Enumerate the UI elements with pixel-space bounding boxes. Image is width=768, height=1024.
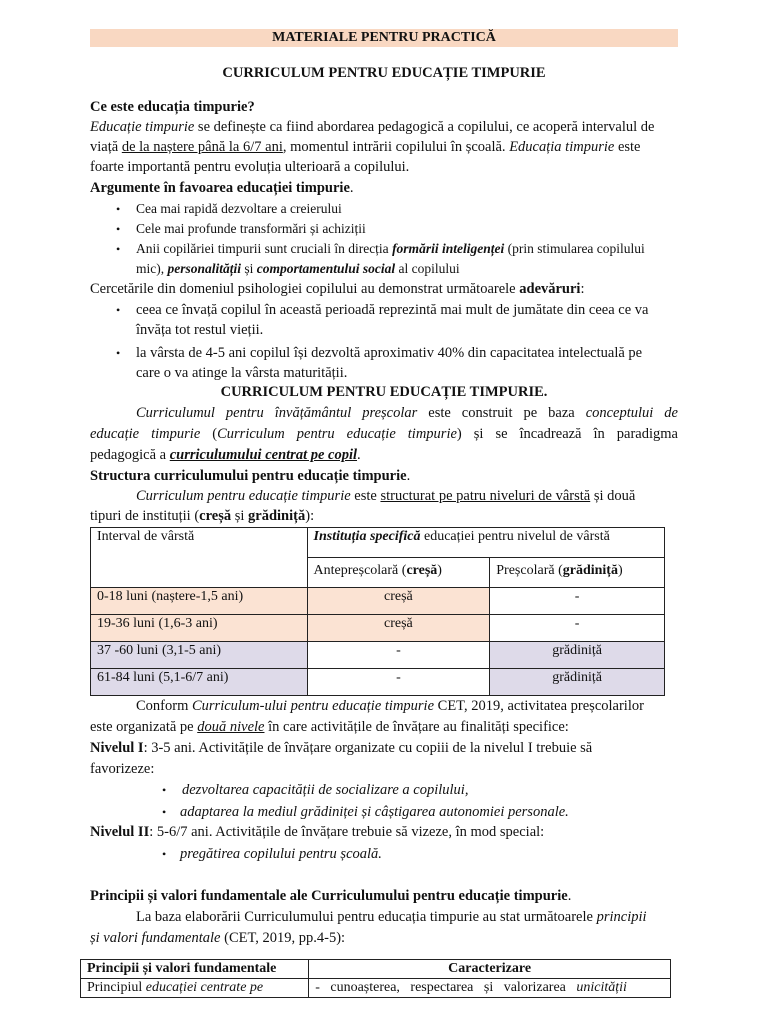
list-item: care o va atinge la vârsta maturității. (136, 365, 348, 381)
table-cell: creșă (307, 588, 490, 615)
list-item: Cea mai rapidă dezvoltare a creierului (136, 201, 342, 216)
paragraph-line: pedagogică a curriculumului centrat pe copil. (90, 447, 361, 463)
bullet-icon: • (116, 242, 121, 256)
list-item: Cele mai profunde transformări și achiziții (136, 221, 366, 236)
section-title: CURRICULUM PENTRU EDUCAȚIE TIMPURIE (222, 65, 546, 81)
table-subheader: Antepreșcolară (creșă) (307, 558, 490, 588)
paragraph-line: tipuri de instituții (creșă și grădiniță): (90, 508, 315, 524)
paragraph-line: viață de la naștere până la 6/7 ani, momentul intrării copilului în școală. Educația timpurie este (90, 139, 641, 155)
list-item: pregătirea copilului pentru școală. (180, 846, 382, 862)
bullet-icon: • (162, 847, 167, 861)
table-row (81, 979, 671, 998)
principles-table (80, 959, 671, 998)
table-header: Interval de vârstă (91, 528, 308, 588)
list-item: adaptarea la mediul grădiniței și câștigarea autonomiei personale. (180, 804, 569, 820)
paragraph-line: educație timpurie (Curriculum pentru educație timpurie) și se încadrează în paradigma (90, 426, 678, 442)
table-cell: - (490, 615, 665, 642)
table-cell: - (307, 669, 490, 696)
principles-heading: Principii și valori fundamentale ale Curriculumului pentru educație timpurie. (90, 888, 572, 904)
paragraph-line: Curriculum pentru educație timpurie este structurat pe patru niveluri de vârstă și două (136, 488, 636, 504)
bullet-icon: • (116, 303, 121, 317)
table-header: Caracterizare (309, 960, 671, 979)
list-item: ceea ce învață copilul în această perioadă reprezintă mai mult de jumătate din ceea ce va (136, 302, 649, 318)
structure-heading: Structura curriculumului pentru educație timpurie. (90, 468, 411, 484)
paragraph-line: foarte importantă pentru evoluția ulterioară a copilului. (90, 159, 410, 175)
paragraph-line: Conform Curriculum-ului pentru educație timpurie CET, 2019, activitatea preșcolarilor (136, 698, 644, 714)
list-item: mic), personalității și comportamentului social al copilului (136, 261, 460, 276)
list-item: dezvoltarea capacității de socializare a copilului, (182, 782, 469, 798)
table-cell: grădiniță (490, 669, 665, 696)
paragraph-line: favorizeze: (90, 761, 155, 777)
bullet-icon: • (162, 805, 167, 819)
table-header: Instituția specifică educației pentru nivelul de vârstă (307, 528, 664, 558)
question-heading: Ce este educația timpurie? (90, 99, 255, 115)
banner-title: MATERIALE PENTRU PRACTICĂ (90, 29, 678, 47)
paragraph-line: și valori fundamentale (CET, 2019, pp.4-5): (90, 930, 346, 946)
table-cell: - (490, 588, 665, 615)
list-item: la vârsta de 4-5 ani copilul își dezvoltă aproximativ 40% din capacitatea intelectuală pe (136, 345, 643, 361)
table-cell: 19-36 luni (1,6-3 ani) (91, 615, 308, 642)
paragraph-line: La baza elaborării Curriculumului pentru educația timpurie au stat următoarele principii (136, 909, 647, 925)
table-cell: Principiul educației centrate pe (81, 979, 309, 998)
paragraph-line: Curriculumul pentru învățământul preșcolar este construit pe baza conceptului de (136, 405, 678, 421)
table-cell: - cunoașterea, respectarea și valorizarea unicității (309, 979, 671, 998)
table-row (91, 642, 665, 669)
arguments-heading: Argumente în favoarea educației timpurie. (90, 180, 354, 196)
table-row (91, 588, 665, 615)
table-row (91, 615, 665, 642)
paragraph-line: Cercetările din domeniul psihologiei copilului au demonstrat următoarele adevăruri: (90, 281, 585, 297)
table-cell: creșă (307, 615, 490, 642)
table-row (91, 669, 665, 696)
bullet-icon: • (162, 783, 167, 797)
table-cell: 61-84 luni (5,1-6/7 ani) (91, 669, 308, 696)
table-cell: grădiniță (490, 642, 665, 669)
level-two-line: Nivelul II: 5-6/7 ani. Activitățile de învățare trebuie să vizeze, în mod special: (90, 824, 545, 840)
age-levels-table (90, 527, 665, 696)
paragraph-line: este organizată pe două nivele în care activitățile de învățare au finalități specifice: (90, 719, 569, 735)
section-title: CURRICULUM PENTRU EDUCAȚIE TIMPURIE. (220, 384, 548, 400)
bullet-icon: • (116, 202, 121, 216)
list-item: învăța tot restul vieții. (136, 322, 264, 338)
table-subheader: Preșcolară (grădiniță) (490, 558, 665, 588)
table-header: Principii și valori fundamentale (81, 960, 309, 979)
bullet-icon: • (116, 222, 121, 236)
table-cell: 37 -60 luni (3,1-5 ani) (91, 642, 308, 669)
bullet-icon: • (116, 346, 121, 360)
level-one-line: Nivelul I: 3-5 ani. Activitățile de învățare organizate cu copiii de la nivelul I trebuie să (90, 740, 593, 756)
table-cell: 0-18 luni (naștere-1,5 ani) (91, 588, 308, 615)
list-item: Anii copilăriei timpurii sunt cruciali în direcția formării inteligenței (prin stimularea copilului (136, 241, 645, 256)
paragraph-line: Educație timpurie se definește ca fiind abordarea pedagogică a copilului, ce acoperă intervalul de (90, 119, 655, 135)
table-cell: - (307, 642, 490, 669)
